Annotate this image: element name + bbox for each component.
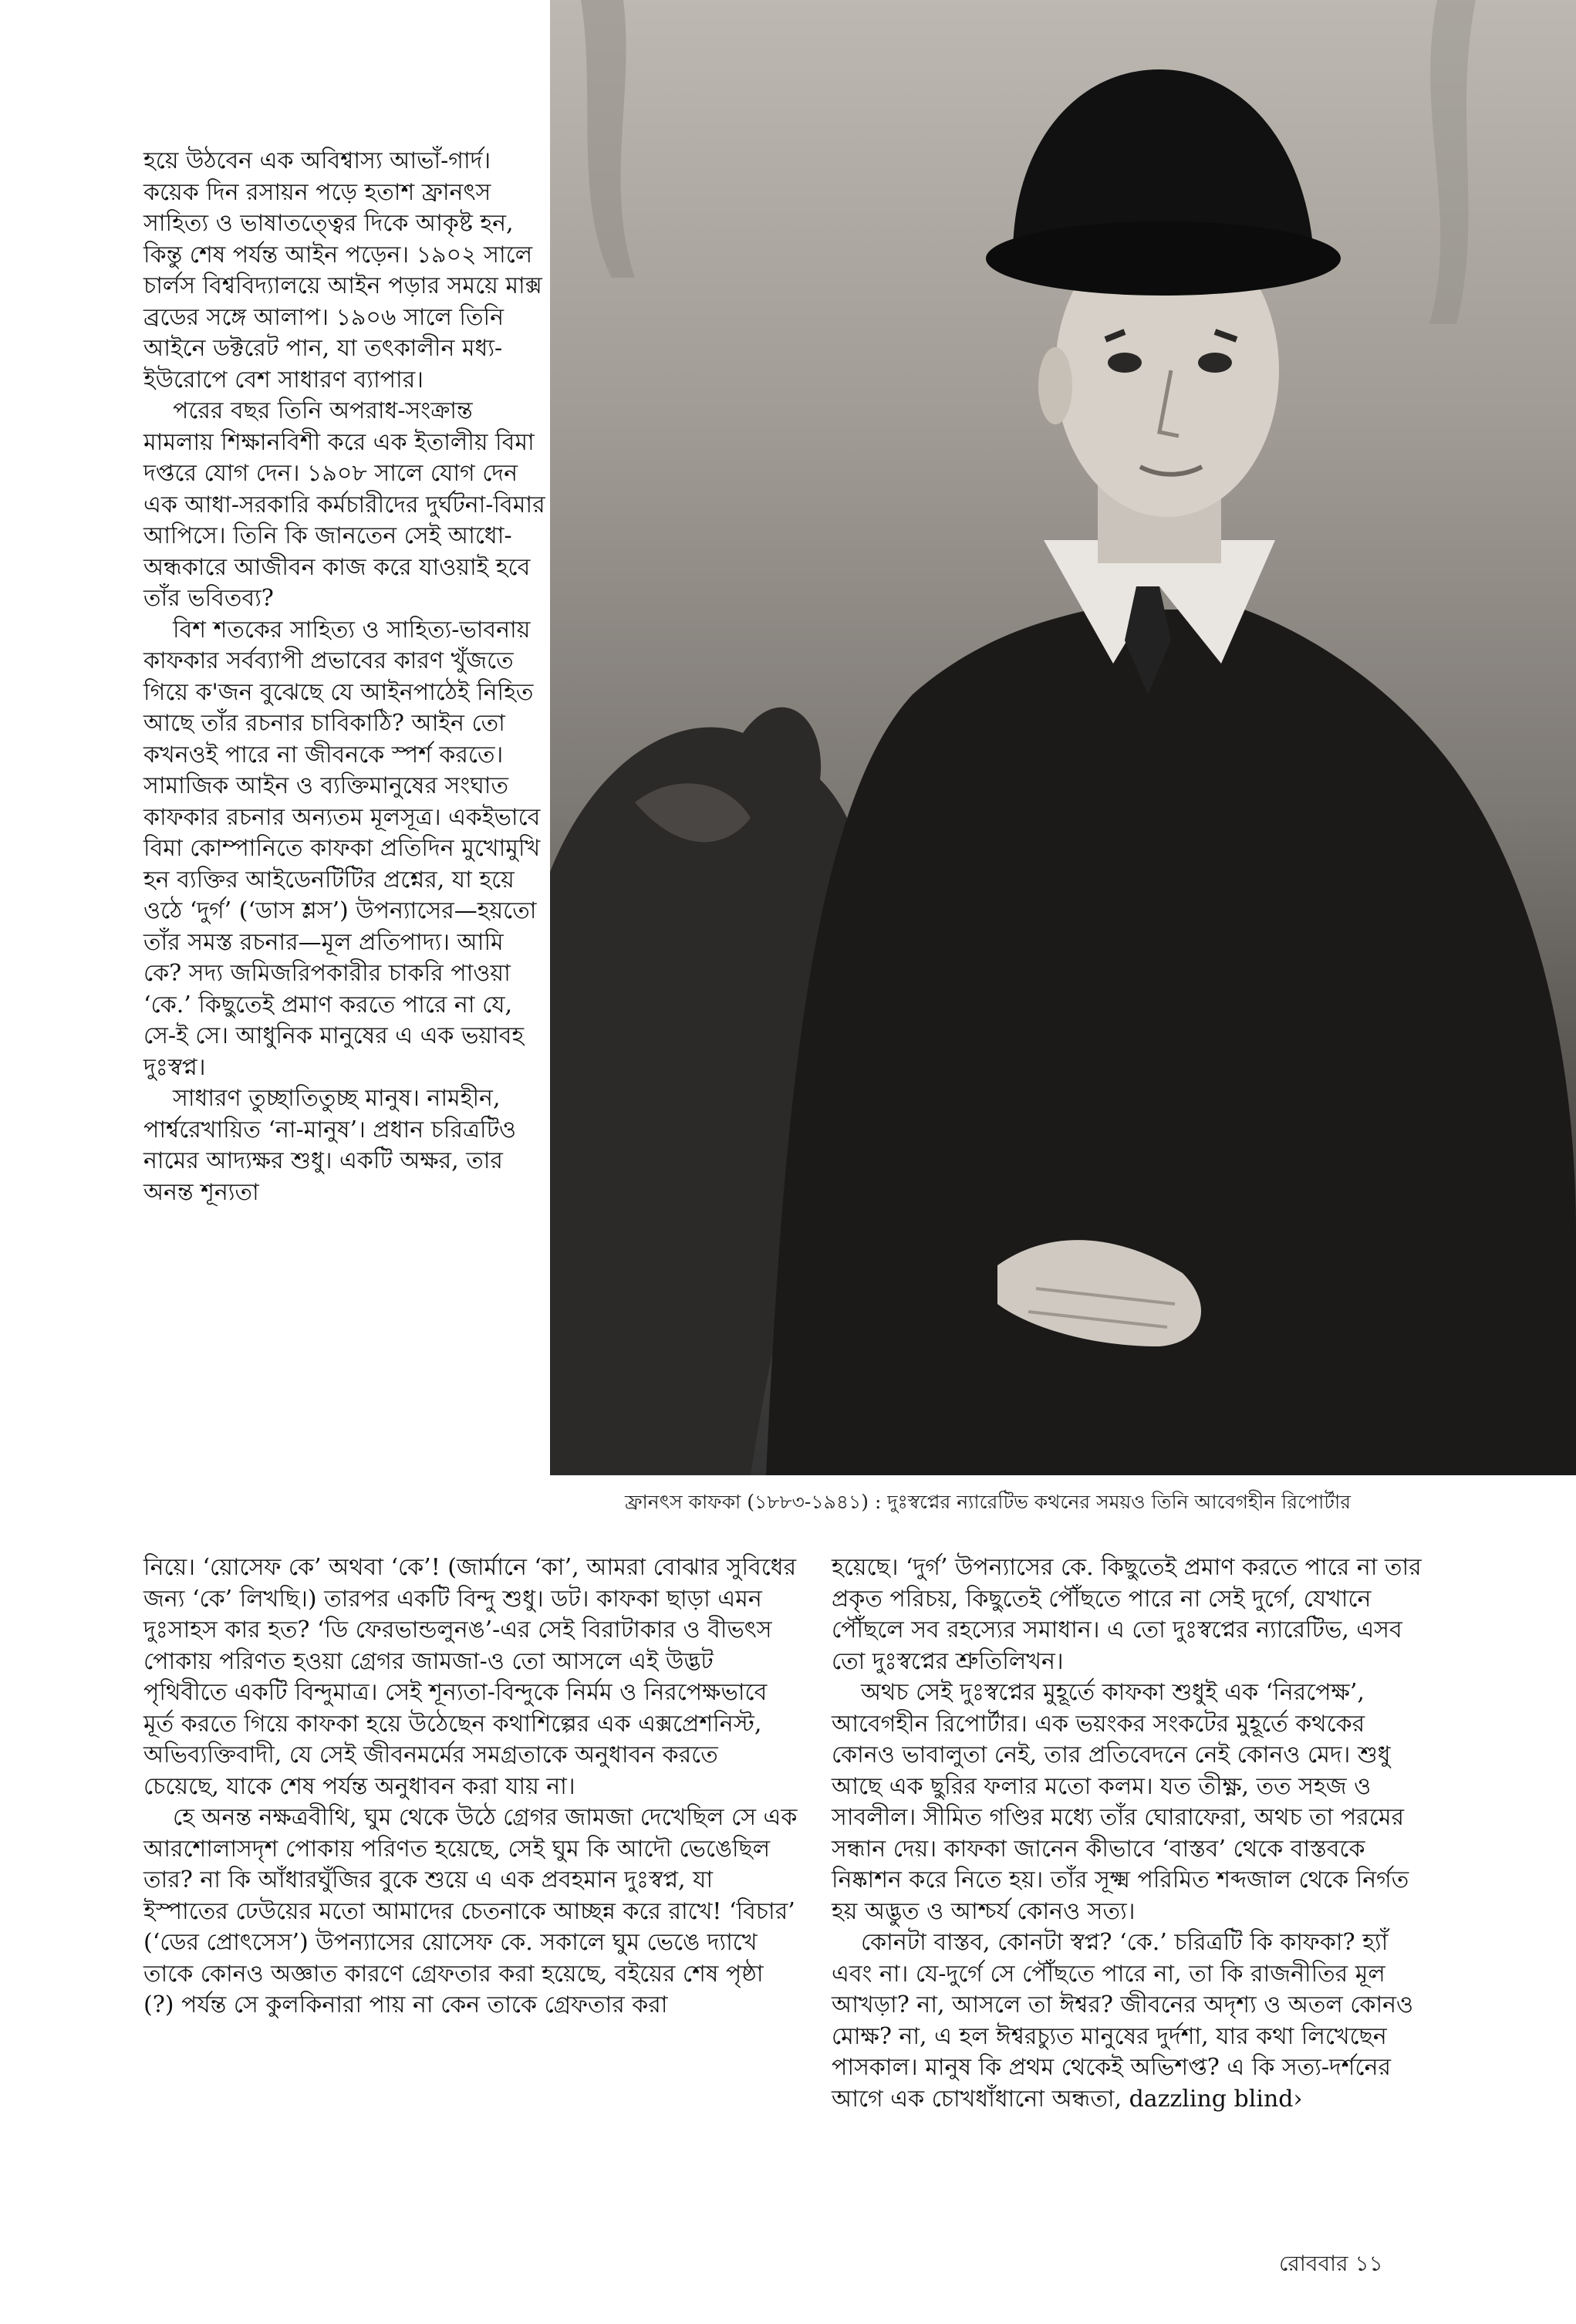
- paragraph: পরের বছর তিনি অপরাধ-সংক্রান্ত মামলায় শিক্ষানবিশী করে এক ইতালীয় বিমা দপ্তরে যোগ দেন। ১৯০৮ সালে যোগ দেন এক আধা-সরকারি কর্মচারীদের দুর্ঘটনা-বিমার আপিসে। তিনি কি জানতেন সেই আধো-অন্ধকারে আজীবন কাজ করে যাওয়াই হবে তাঁর ভবিতব্য?: [143, 397, 545, 612]
- paragraph: হয়েছে। ‘দুর্গ’ উপন্যাসের কে. কিছুতেই প্রমাণ করতে পারে না তার প্রকৃত পরিচয়, কিছুতেই পৌঁছতে পারে না সেই দুর্গে, যেখানে পৌঁছলে সব রহস্যের সমাধান। এ তো দুঃস্বপ্নের ন্যারেটিভ, এসব তো দুঃস্বপ্নের শ্রুতিলিখন।: [832, 1554, 1422, 1675]
- paragraph: হে অনন্ত নক্ষত্রবীথি, ঘুম থেকে উঠে গ্রেগর জামজা দেখেছিল সে এক আরশোলাসদৃশ পোকায় পরিণত হয়েছে, সেই ঘুম কি আদৌ ভেঙেছিল তার? না কি আঁধারঘুঁজির বুকে শুয়ে এ এক প্রবহমান দুঃস্বপ্ন, যা ইস্পাতের ঢেউয়ের মতো আমাদের চেতনাকে আচ্ছন্ন করে রাখে! ‘বিচার’ (‘ডের প্রোৎসেস’) উপন্যাসের য়োসেফ কে. সকালে ঘুম ভেঙে দ্যাখে তাকে কোনও অজ্ঞাত কারণে গ্রেফতার করা হয়েছে, বইয়ের শেষ পৃষ্ঠা (?) পর্যন্ত সে কুলকিনারা পায় না কেন তাকে গ্রেফতার করা: [143, 1804, 798, 2018]
- left-column: [143, 146, 546, 1208]
- bottom-left-column: [143, 1552, 801, 2022]
- bottom-right-column: [832, 1552, 1433, 2115]
- paragraph: কোনটা বাস্তব, কোনটা স্বপ্ন? ‘কে.’ চরিত্রটি কি কাফকা? হ্যাঁ এবং না। যে-দুর্গে সে পৌঁছতে পারে না, তা কি রাজনীতির মূল আখড়া? না, আসলে তা ঈশ্বর? জীবনের অদৃশ্য ও অতল কোনও মোক্ষ? না, এ হল ঈশ্বরচ্যুত মানুষের দুর্দশা, যার কথা লিখেছেন পাসকাল। মানুষ কি প্রথম থেকেই অভিশপ্ত? এ কি সত্য-দর্শনের আগে এক চোখধাঁধানো অন্ধতা, dazzling blind›: [832, 1929, 1414, 2113]
- paragraph: নিয়ে। ‘য়োসেফ কে’ অথবা ‘কে’! (জার্মানে ‘কা’, আমরা বোঝার সুবিধের জন্য ‘কে’ লিখছি।) তারপর একটি বিন্দু শুধু। ডট। কাফকা ছাড়া এমন দুঃসাহস কার হত? ‘ডি ফেরভান্ডলুনঙ’-এর সেই বিরাটাকার ও বীভৎস পোকায় পরিণত হওয়া গ্রেগর জামজা-ও তো আসলে এই উদ্ভট পৃথিবীতে একটি বিন্দুমাত্র। সেই শূন্যতা-বিন্দুকে নির্মম ও নিরপেক্ষভাবে মূর্ত করতে গিয়ে কাফকা হয়ে উঠেছেন কথাশিল্পের এক এক্সপ্রেশনিস্ট, অভিব্যক্তিবাদী, যে সেই জীবনমর্মের সমগ্রতাকে অনুধাবন করতে চেয়েছে, যাকে শেষ পর্যন্ত অনুধাবন করা যায় না।: [143, 1554, 797, 1800]
- paragraph: সাধারণ তুচ্ছাতিতুচ্ছ মানুষ। নামহীন, পার্শ্বরেখায়িত ‘না-মানুষ’। প্রধান চরিত্রটিও নামের আদ্যক্ষর শুধু। একটি অক্ষর, তার অনন্ত শূন্যতা: [143, 1085, 517, 1206]
- page-footer: রোববার ১১: [1279, 2251, 1383, 2276]
- paragraph: বিশ শতকের সাহিত্য ও সাহিত্য-ভাবনায় কাফকার সর্বব্যাপী প্রভাবের কারণ খুঁজতে গিয়ে ক'জন বুঝেছে যে আইনপাঠেই নিহিত আছে তাঁর রচনার চাবিকাঠি? আইন তো কখনওই পারে না জীবনকে স্পর্শ করতে। সামাজিক আইন ও ব্যক্তিমানুষের সংঘাত কাফকার রচনার অন্যতম মূলসূত্র। একইভাবে বিমা কোম্পানিতে কাফকা প্রতিদিন মুখোমুখি হন ব্যক্তির আইডেনটিটির প্রশ্নের, যা হয়ে ওঠে ‘দুর্গ’ (‘ডাস শ্লস’) উপন্যাসের—হয়তো তাঁর সমস্ত রচনার—মূল প্রতিপাদ্য। আমি কে? সদ্য জমিজরিপকারীর চাকরি পাওয়া ‘কে.’ কিছুতেই প্রমাণ করতে পারে না যে, সে-ই সে। আধুনিক মানুষের এ এক ভয়াবহ দুঃস্বপ্ন।: [143, 616, 541, 1081]
- photo-caption: ফ্রানৎস কাফকা (১৮৮৩-১৯৪১) : দুঃস্বপ্নের ন্যারেটিভ কথনের সময়ও তিনি আবেগহীন রিপোর্টার: [625, 1491, 1351, 1513]
- paragraph: হয়ে উঠবেন এক অবিশ্বাস্য আভাঁ-গার্দ। কয়েক দিন রসায়ন পড়ে হতাশ ফ্রানৎস সাহিত্য ও ভাষাতত্ত্বের দিকে আকৃষ্ট হন, কিন্তু শেষ পর্যন্ত আইন পড়েন। ১৯০২ সালে চার্লস বিশ্ববিদ্যালয়ে আইন পড়ার সময়ে মাক্স ব্রডের সঙ্গে আলাপ। ১৯০৬ সালে তিনি আইনে ডক্টরেট পান, যা তৎকালীন মধ্য-ইউরোপে বেশ সাধারণ ব্যাপার।: [143, 147, 542, 394]
- paragraph: অথচ সেই দুঃস্বপ্নের মুহূর্তে কাফকা শুধুই এক ‘নিরপেক্ষ’, আবেগহীন রিপোর্টার। এক ভয়ংকর সংকটের মুহূর্তে কথকের কোনও ভাবালুতা নেই, তার প্রতিবেদনে নেই কোনও মেদ। শুধু আছে এক ছুরির ফলার মতো কলম। যত তীক্ষ্ণ, তত সহজ ও সাবলীল। সীমিত গণ্ডির মধ্যে তাঁর ঘোরাফেরা, অথচ তা পরমের সন্ধান দেয়। কাফকা জানেন কীভাবে ‘বাস্তব’ থেকে বাস্তবকে নিষ্কাশন করে নিতে হয়। তাঁর সূক্ষ্ম পরিমিত শব্দজাল থেকে নির্গত হয় অদ্ভুত ও আশ্চর্য কোনও সত্য।: [832, 1679, 1409, 1925]
- portrait-photo: [550, 0, 1576, 1475]
- portrait-illustration: [550, 0, 1576, 1475]
